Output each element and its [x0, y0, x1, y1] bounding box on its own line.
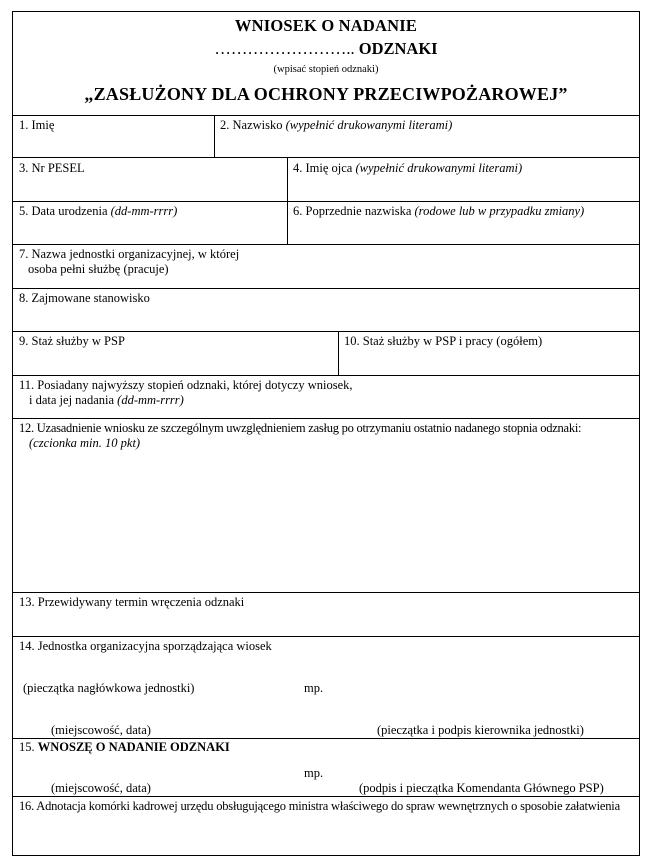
divider	[13, 331, 639, 332]
divider	[13, 288, 639, 289]
field-1-label: 1. Imię	[19, 118, 55, 132]
field-7-unit-name[interactable]	[19, 247, 239, 277]
field-10-total-service[interactable]	[344, 334, 542, 349]
field-15-signature: (podpis i pieczątka Komendanta Głównego PSP)	[359, 781, 604, 795]
divider	[338, 331, 339, 375]
header-line2	[13, 39, 639, 59]
field-13-award-date[interactable]	[19, 595, 244, 610]
field-15-request[interactable]	[19, 740, 230, 755]
divider	[13, 796, 639, 797]
field-15-label: WNOSZĘ O NADANIE ODZNAKI	[37, 740, 230, 754]
divider	[13, 201, 639, 202]
field-15-number: 15.	[19, 740, 38, 754]
header-title: „ZASŁUŻONY DLA OCHRONY PRZECIWPOŻAROWEJ”	[84, 84, 568, 104]
header-hint: (wpisać stopień odznaki)	[273, 64, 379, 75]
field-4-label: 4. Imię ojca	[293, 161, 356, 175]
divider	[13, 375, 639, 376]
field-7-label-line1: 7. Nazwa jednostki organizacyjnej, w której	[19, 247, 240, 261]
field-13-label: 13. Przewidywany termin wręczenia odznaki	[19, 595, 245, 609]
divider	[13, 157, 639, 158]
divider	[13, 115, 639, 116]
field-8-label: 8. Zajmowane stanowisko	[19, 291, 150, 305]
field-15-place-date: (miejscowość, data)	[51, 781, 151, 795]
field-16-hr-note[interactable]	[19, 799, 620, 814]
field-10-label: 10. Staż służby w PSP i pracy (ogółem)	[344, 334, 543, 348]
divider	[13, 244, 639, 245]
divider	[13, 592, 639, 593]
divider	[13, 418, 639, 419]
field-5-birth-date[interactable]	[19, 204, 177, 219]
field-8-position[interactable]	[19, 291, 150, 306]
field-6-hint: (rodowe lub w przypadku zmiany)	[414, 204, 585, 218]
field-6-label: 6. Poprzednie nazwiska	[293, 204, 415, 218]
field-14-place-date: (miejscowość, data)	[51, 723, 151, 737]
field-15-mp: mp.	[304, 766, 324, 780]
field-3-label: 3. Nr PESEL	[19, 161, 85, 175]
divider	[287, 157, 288, 244]
field-1-first-name[interactable]	[19, 118, 54, 133]
header-dots: ……………………..	[214, 39, 355, 58]
field-12-hint-line	[19, 436, 637, 451]
field-5-label: 5. Data urodzenia	[19, 204, 111, 218]
field-2-label: 2. Nazwisko	[220, 118, 286, 132]
form-header	[13, 12, 639, 115]
field-6-previous-surnames[interactable]	[293, 204, 584, 219]
field-14-stamp: (pieczątka nagłówkowa jednostki)	[23, 681, 195, 695]
header-odznaki: ODZNAKI	[358, 39, 438, 58]
divider	[13, 738, 639, 739]
field-5-hint: (dd-mm-rrrr)	[110, 204, 178, 218]
field-7-label-line2: osoba pełni służbę (pracuje)	[28, 262, 169, 276]
divider	[214, 115, 215, 157]
field-2-surname[interactable]	[220, 118, 452, 133]
field-11-label-line1: 11. Posiadany najwyższy stopień odznaki, której dotyczy wniosek,	[19, 378, 353, 392]
field-11-highest-degree[interactable]	[19, 378, 353, 408]
field-11-label-line2: i data jej nadania (dd-mm-rrrr)	[29, 393, 184, 407]
field-4-father-name[interactable]	[293, 161, 522, 176]
field-4-hint: (wypełnić drukowanymi literami)	[355, 161, 523, 175]
divider	[13, 636, 639, 637]
field-11-hint: (dd-mm-rrrr)	[117, 393, 184, 407]
field-3-pesel[interactable]	[19, 161, 85, 176]
field-14-preparing-unit[interactable]	[19, 639, 272, 654]
application-form	[12, 11, 640, 856]
field-2-hint: (wypełnić drukowanymi literami)	[285, 118, 453, 132]
field-16-label: 16. Adnotacja komórki kadrowej urzędu obsługującego ministra właściwego do spraw wewnętrznych o sposobie załatwienia	[19, 799, 620, 813]
field-12-hint: (czcionka min. 10 pkt)	[29, 436, 141, 450]
field-9-service-length[interactable]	[19, 334, 125, 349]
header-line1: WNIOSEK O NADANIE	[234, 16, 418, 35]
field-12-justification[interactable]	[19, 421, 637, 451]
field-14-label: 14. Jednostka organizacyjna sporządzająca wiosek	[19, 639, 272, 653]
field-9-label: 9. Staż służby w PSP	[19, 334, 125, 348]
field-14-signature: (pieczątka i podpis kierownika jednostki)	[377, 723, 584, 737]
field-14-mp: mp.	[304, 681, 324, 695]
field-12-label: 12. Uzasadnienie wniosku ze szczególnym uwzględnieniem zasług po otrzymaniu ostatnio nadanego stopnia odznaki:	[19, 421, 582, 435]
